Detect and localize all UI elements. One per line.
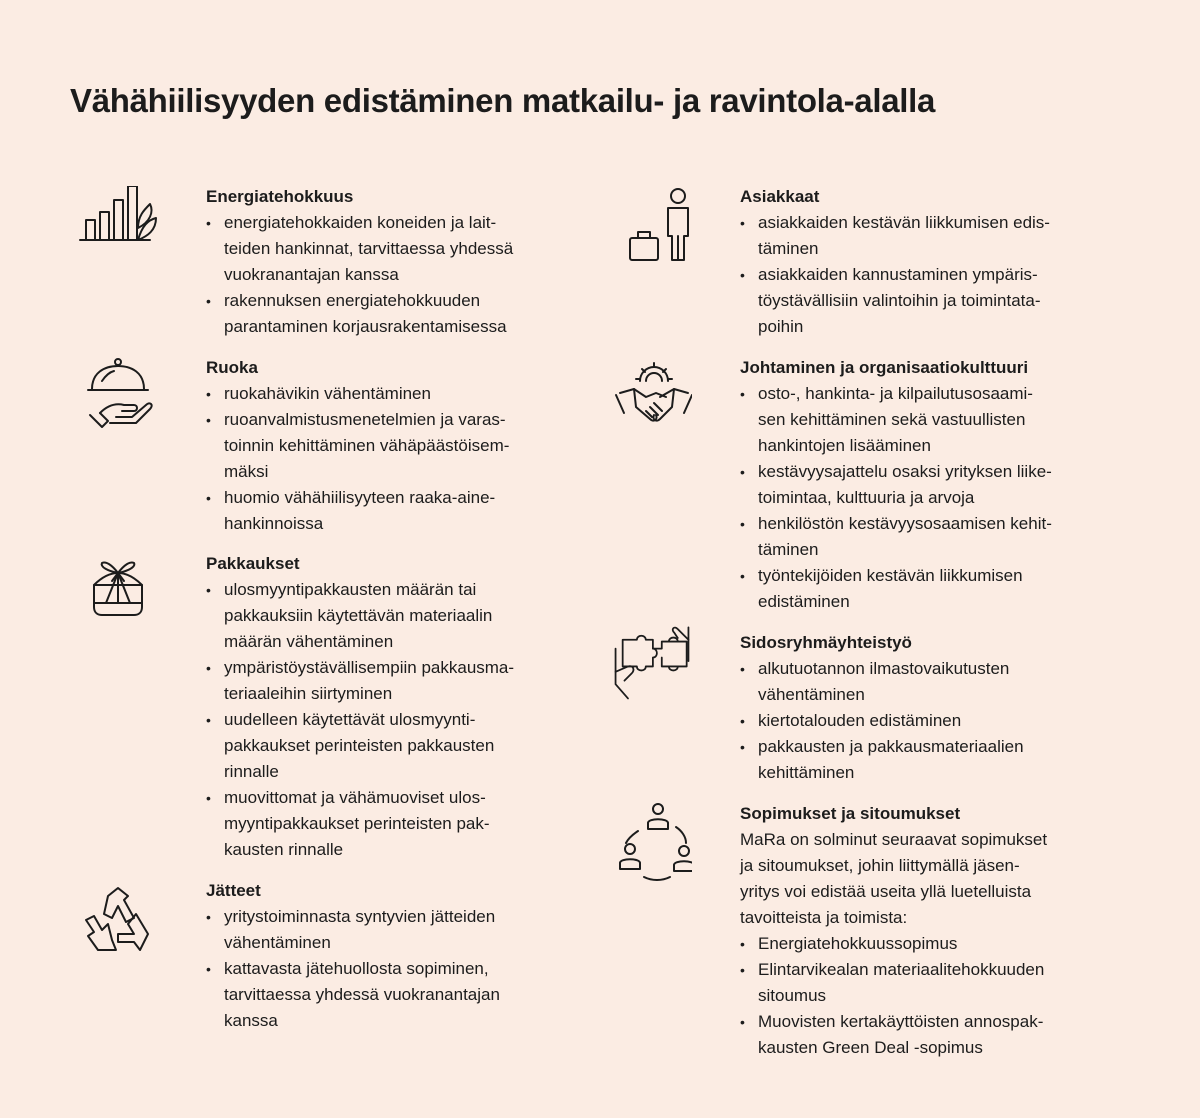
list-item: • kattavasta jätehuollosta sopiminen, tarvittaessa yhdessä vuokranantajan kanssa [206,956,638,1034]
list-item: • henkilöstön kestävyysosaamisen kehit- täminen [740,511,1172,563]
recycle-icon [78,884,158,964]
energy-chart-icon [78,186,158,266]
right-column [612,186,1172,1061]
section-title: Energiatehokkuus [206,187,354,206]
list-item: • pakkausten ja pakkausmateriaalien kehittäminen [740,734,1172,786]
section-sopimukset [612,803,1172,1061]
customer-luggage-icon [612,186,692,266]
list-item: • Elintarvikealan materiaalitehokkuuden sitoumus [740,957,1172,1009]
section-energiatehokkuus [78,186,638,340]
list-item: • alkutuotannon ilmastovaikutusten vähentäminen [740,656,1172,708]
bullet-list [740,931,1172,1061]
list-item: • ruokahävikin vähentäminen [206,381,638,407]
list-item: • asiakkaiden kannustaminen ympäris- töystävällisiin valintoihin ja toimintata- poihin [740,262,1172,340]
list-item: • ympäristöystävällisempiin pakkausma- teriaaleihin siirtyminen [206,655,638,707]
food-cloche-icon [78,357,158,437]
section-title: Sidosryhmäyhteistyö [740,633,912,652]
bullet-list [206,381,638,537]
section-title: Jätteet [206,881,261,900]
section-ruoka [78,357,638,537]
list-item: • asiakkaiden kestävän liikkumisen edis- täminen [740,210,1172,262]
section-title: Ruoka [206,358,258,377]
list-item: • kiertotalouden edistäminen [740,708,1172,734]
section-johtaminen [612,357,1172,615]
people-network-icon [612,803,692,883]
section-title: Johtaminen ja organisaatiokulttuuri [740,358,1029,377]
puzzle-hands-icon [612,622,692,702]
left-column [78,186,638,1034]
list-item: • yritystoiminnasta syntyvien jätteiden vähentäminen [206,904,638,956]
section-sidosryhmayhteistyo [612,632,1172,786]
list-item: • rakennuksen energiatehokkuuden parantaminen korjausrakentamisessa [206,288,638,340]
list-item: • muovittomat ja vähämuoviset ulos- myyntipakkaukset perinteisten pak- kausten rinnalle [206,785,638,863]
section-title: Sopimukset ja sitoumukset [740,804,961,823]
bullet-list [740,210,1172,340]
bullet-list [206,210,638,340]
section-title: Pakkaukset [206,554,300,573]
list-item: • ulosmyyntipakkausten määrän tai pakkauksiin käytettävän materiaalin määrän vähentäminen [206,577,638,655]
section-asiakkaat [612,186,1172,340]
list-item: • Energiatehokkuussopimus [740,931,1172,957]
bullet-list [206,904,638,1034]
section-pakkaukset [78,553,638,863]
bullet-list [740,381,1172,615]
bullet-list [206,577,638,863]
list-item: • työntekijöiden kestävän liikkumisen edistäminen [740,563,1172,615]
list-item: • kestävyysajattelu osaksi yrityksen liike- toimintaa, kulttuuria ja arvoja [740,459,1172,511]
section-intro-text: MaRa on solminut seuraavat sopimukset ja sitoumukset, johin liittymällä jäsen- yritys voi edistää useita yllä luetelluista tavoitteista ja toimista: [740,830,1048,927]
list-item: • Muovisten kertakäyttöisten annospak- kausten Green Deal -sopimus [740,1009,1172,1061]
list-item: • energiatehokkaiden koneiden ja lait- teiden hankinnat, tarvittaessa yhdessä vuokranantajan kanssa [206,210,638,288]
package-icon [78,553,158,633]
section-jatteet [78,880,638,1034]
list-item: • osto-, hankinta- ja kilpailutusosaami- sen kehittäminen sekä vastuullisten hankintojen lisääminen [740,381,1172,459]
page-title: Vähähiilisyyden edistäminen matkailu- ja ravintola-alalla [70,82,936,119]
handshake-gear-icon [612,357,692,437]
section-title: Asiakkaat [740,187,820,206]
bullet-list [740,656,1172,786]
list-item: • huomio vähähiilisyyteen raaka-aine- hankinnoissa [206,485,638,537]
list-item: • uudelleen käytettävät ulosmyynti- pakkaukset perinteisten pakkausten rinnalle [206,707,638,785]
list-item: • ruoanvalmistusmenetelmien ja varas- toinnin kehittäminen vähäpäästöisem- mäksi [206,407,638,485]
